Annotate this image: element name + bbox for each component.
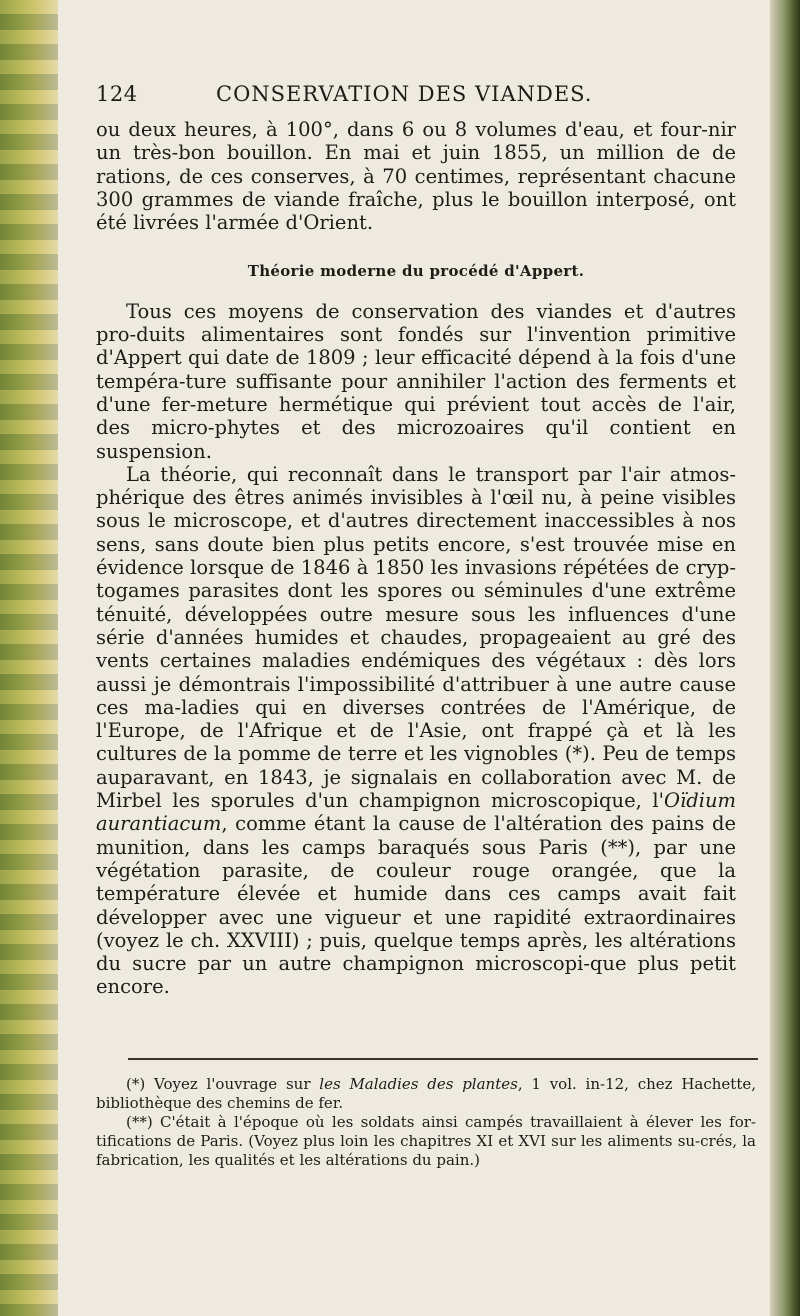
species-name: Oïdium aurantiacum — [96, 789, 736, 836]
page-header — [96, 82, 616, 112]
paragraph-3 — [96, 463, 736, 999]
page-number: 124 — [96, 82, 138, 106]
scan-edge-left — [0, 0, 58, 1316]
paragraph-1: ou deux heures, à 100°, dans 6 ou 8 volumes d'eau, et four-nir un très-bon bouillon. En mai et juin 1855, un million de de rations, de ces conserves, à 70 centimes, représentant chacune 300 grammes de viande fraîche, plus le bouillon interposé, ont été livrées l'armée d'Orient. — [96, 118, 736, 235]
paragraph-2: Tous ces moyens de conservation des viandes et d'autres pro-duits alimentaires sont fondés sur l'invention primitive d'Appert qui date de 1809 ; leur efficacité dépend à la fois d'une tempéra-ture suffisante pour annihiler l'action des ferments et d'une fer-meture hermétique qui prévient tout accès de l'air, des micro-phytes et des microzoaires qu'il contient en suspension. — [96, 299, 736, 463]
footnote-2: (**) C'était à l'époque où les soldats ainsi campés travaillaient à élever les for-tifications de Paris. (Voyez plus loin les chapitres XI et XVI sur les aliments su-crés, la fabrication, les qualités et les altérations du pain.) — [96, 1113, 756, 1169]
body-text — [96, 118, 736, 999]
footnote-1-part-b: , 1 vol. in-12, chez Hachette, bibliothèque des chemins de fer. — [96, 1075, 757, 1112]
book-title: les Maladies des plantes — [319, 1075, 518, 1093]
scan-edge-right — [770, 0, 800, 1316]
footnote-1 — [96, 1075, 756, 1113]
section-heading: Théorie moderne du procédé d'Appert. — [247, 262, 585, 281]
paragraph-3-part-b: , comme étant la cause de l'altération des pains de munition, dans les camps baraqués sous Paris (**), par une végétation parasite, de couleur rouge orangée, que la température élevée et humide dans ces camps avait fait développer avec une vigueur et une rapidité extraordinaires (voyez le ch. XXVIII) ; puis, quelque temps après, les altérations du sucre par un autre champignon microscopi-que plus petit encore. — [96, 812, 736, 999]
paragraph-3-part-a: La théorie, qui reconnaît dans le transport par l'air atmos-phérique des êtres animés invisibles à l'œil nu, à peine visibles sous le microscope, et d'autres directement inaccessibles à nos sens, sans doute bien plus petits encore, s'est trouvée mise en évidence lorsque de 1846 à 1850 les invasions répétées de cryp-togames parasites dont les spores ou séminules d'une extrême ténuité, développées outre mesure sous les influences d'une série d'années humides et chaudes, propageaient au gré des vents certaines maladies endémiques des végétaux : dès lors aussi je démontrais l'impossibilité d'attribuer à une autre cause ces ma-ladies qui en diverses contrées de l'Amérique, de l'Europe, de l'Afrique et de l'Asie, ont frappé çà et là les cultures de la pomme de terre et les vignobles (*). Peu de temps auparavant, en 1843, je signalais en collaboration avec M. de Mirbel les sporules d'un champignon microscopique, l' — [96, 462, 736, 813]
running-title: CONSERVATION DES VIANDES. — [216, 82, 593, 106]
footnote-rule — [128, 1058, 758, 1060]
footnote-1-part-a: (*) Voyez l'ouvrage sur — [126, 1075, 320, 1093]
footnotes — [96, 1075, 756, 1170]
